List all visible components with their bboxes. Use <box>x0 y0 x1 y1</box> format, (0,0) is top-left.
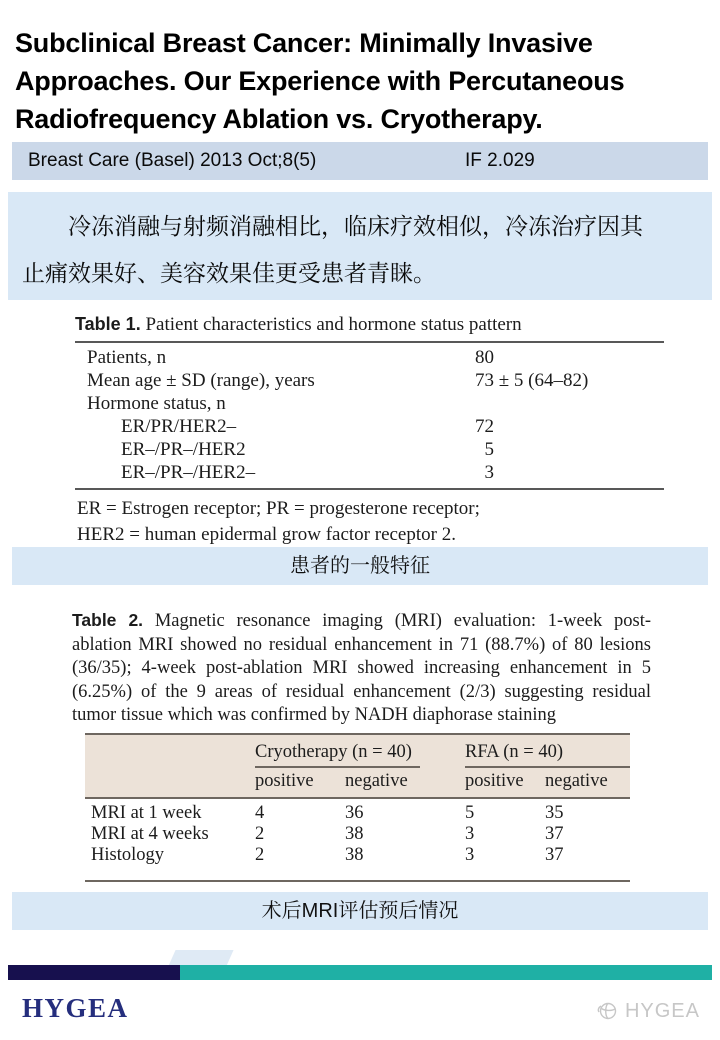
cell: 37 <box>545 845 564 865</box>
table2-caption-text: Magnetic resonance imaging (MRI) evaluation: 1-week post-ablation MRI showed no residual enhancement in 71 (88.7%) of 80 lesions (36/35); 4-week post-ablation MRI showed increasing enhancement in 5 (6.25%) of the 9 areas of residual enhancement (2/3) suggesting residual tumor tissue which was confirmed by NADH diaphorase staining <box>72 611 651 725</box>
gap-cell <box>445 845 465 866</box>
table-row <box>75 415 664 438</box>
table2-caption <box>72 609 651 728</box>
table-row <box>75 369 664 392</box>
cell: 35 <box>545 803 564 823</box>
row-label: Histology <box>91 845 164 865</box>
summary-line-1: 冷冻消融与射频消融相比，临床疗效相似，冷冻治疗因其 <box>68 213 643 239</box>
table-row <box>75 461 664 484</box>
footer-accent-shape <box>168 950 233 966</box>
cell: 38 <box>345 845 364 865</box>
table2-group-row <box>85 740 630 768</box>
summary-line-2: 止痛效果好、美容效果佳更受患者青睐。 <box>22 260 436 286</box>
row-value: 73 ± 5 (64–82) <box>475 370 589 391</box>
cell: 4 <box>255 803 265 823</box>
cell: 3 <box>465 845 475 865</box>
table-row <box>75 346 664 369</box>
watermark-text: HYGEA <box>624 999 700 1022</box>
hygea-logo-icon <box>595 999 619 1023</box>
table2-header <box>85 735 630 799</box>
row-label: MRI at 1 week <box>91 803 202 823</box>
row-value: 72 <box>475 416 494 437</box>
row-label: ER/PR/HER2– <box>121 416 237 437</box>
row-label: ER–/PR–/HER2– <box>121 462 256 483</box>
row-value: 80 <box>475 347 494 368</box>
row-value <box>475 392 494 415</box>
column-header: positive <box>255 771 314 791</box>
row-label: Mean age ± SD (range), years <box>87 370 315 391</box>
table-row <box>85 803 630 824</box>
journal-citation: Breast Care (Basel) 2013 Oct;8(5) <box>28 150 317 171</box>
column-header: positive <box>465 771 524 791</box>
watermark <box>595 999 700 1023</box>
row-value: 3 <box>484 462 494 483</box>
footnote-line: HER2 = human epidermal grow factor receptor 2. <box>77 524 456 545</box>
row-label: MRI at 4 weeks <box>91 824 209 844</box>
gap-cell <box>445 740 465 768</box>
footer-bar-navy <box>8 965 180 980</box>
journal-bar <box>12 142 708 180</box>
page-title: Subclinical Breast Cancer: Minimally Invasive Approaches. Our Experience with Percutaneous Radiofrequency Ablation vs. Cryotherapy. <box>15 28 625 134</box>
gap-cell <box>445 803 465 824</box>
impact-factor: IF 2.029 <box>465 150 535 171</box>
cell: 38 <box>345 824 364 844</box>
row-value: 5 <box>484 439 494 460</box>
column-header: negative <box>345 771 408 791</box>
table-row <box>75 438 664 461</box>
gap-cell <box>445 824 465 845</box>
table-row <box>85 824 630 845</box>
footer-bar-teal <box>180 965 712 980</box>
footnote-line: ER = Estrogen receptor; PR = progesterone receptor; <box>77 498 480 519</box>
row-label: ER–/PR–/HER2 <box>121 439 246 460</box>
group-header-cryotherapy: Cryotherapy (n = 40) <box>255 740 445 768</box>
column-header: negative <box>545 771 608 791</box>
caption-band-2: 术后MRI评估预后情况 <box>12 892 708 930</box>
group-header-rfa: RFA (n = 40) <box>465 740 630 768</box>
table2-label: Table 2. <box>72 610 144 630</box>
table2-body <box>85 799 630 880</box>
table1-caption <box>75 312 664 337</box>
row-label: Patients, n <box>87 347 167 368</box>
empty-cell <box>85 740 255 768</box>
brand-wordmark: HYGEA <box>22 993 129 1023</box>
table-row <box>75 392 664 415</box>
cell: 37 <box>545 824 564 844</box>
table1-caption-text: Patient characteristics and hormone status pattern <box>140 314 522 335</box>
table1-figure <box>75 312 664 558</box>
cell: 2 <box>255 824 265 844</box>
table1-rows <box>75 343 664 488</box>
cell: 3 <box>465 824 475 844</box>
row-label: Hormone status, n <box>87 393 226 414</box>
cell: 5 <box>465 803 475 823</box>
cell: 2 <box>255 845 265 865</box>
gap-cell <box>445 768 465 794</box>
table1-label: Table 1. <box>75 314 141 334</box>
cell: 36 <box>345 803 364 823</box>
table2-subheader-row <box>85 768 630 797</box>
table2-figure <box>85 733 630 882</box>
summary-text-cn <box>8 192 712 300</box>
empty-cell <box>85 768 255 794</box>
table-row <box>85 845 630 866</box>
caption-band-1: 患者的一般特征 <box>12 547 708 585</box>
